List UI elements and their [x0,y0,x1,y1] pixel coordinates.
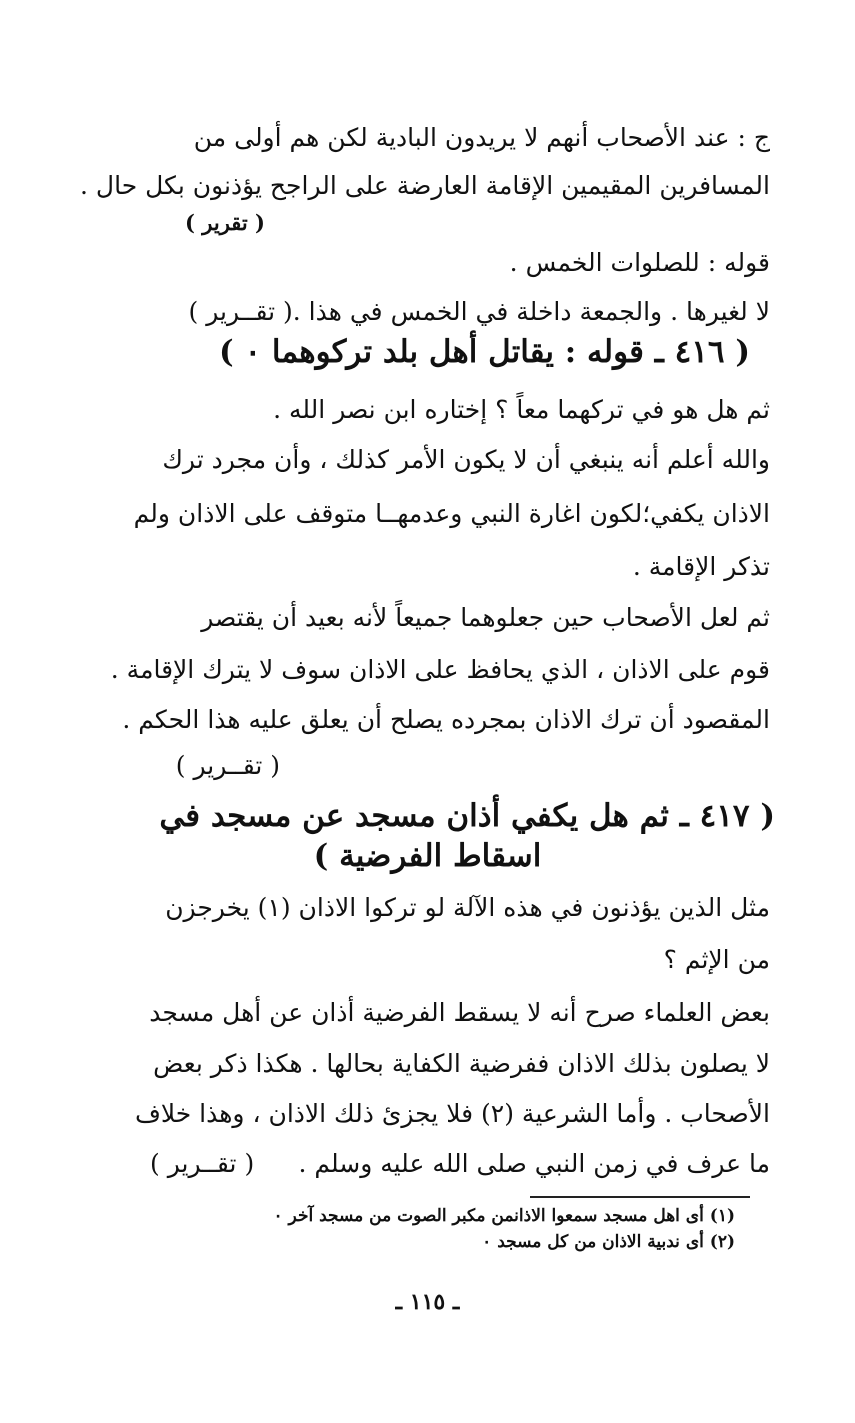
body-line-1: ج : عند الأصحاب أنهم لا يريدون البادية لكن هم أولى من [193,123,770,152]
body-line-19: بعض العلماء صرح أنه لا يسقط الفرضية أذان عن أهل مسجد [149,998,770,1027]
body-line-11: ثم لعل الأصحاب حين جعلوهما جميعاً لأنه بعيد أن يقتصر [201,603,770,632]
body-line-4: قوله : للصلوات الخمس . [509,248,770,277]
body-line-10: تذكر الإقامة . [632,552,770,581]
body-line-12: قوم على الاذان ، الذي يحافظ على الاذان سوف لا يترك الإقامة . [110,655,770,684]
heading-417-line-2: اسقاط الفرضية ) [313,838,542,874]
body-line-8: والله أعلم أنه ينبغي أن لا يكون الأمر كذلك ، وأن مجرد ترك [162,445,770,474]
body-line-13: المقصود أن ترك الاذان بمجرده يصلح أن يعلق عليه هذا الحكم . [122,705,770,734]
page-number: ـ ١١٥ ـ [395,1289,460,1315]
body-line-2: المسافرين المقيمين الإقامة العارضة على الراجح يؤذنون بكل حال . [80,171,770,200]
body-line-18: من الإثم ؟ [663,945,770,974]
taqrir-note: ( تقــرير ) [175,751,280,780]
footnote-divider [530,1196,750,1198]
body-line-21: الأصحاب . وأما الشرعية (٢) فلا يجزئ ذلك الاذان ، وهذا خلاف [134,1099,770,1128]
footnote-1: (١) أى اهل مسجد سمعوا الاذانمن مكبر الصوت من مسجد آخر ٠ [273,1206,735,1226]
heading-417-line-1: ( ٤١٧ ـ ثم هل يكفي أذان مسجد عن مسجد في [159,798,775,834]
heading-416: ( ٤١٦ ـ قوله : يقاتل أهل بلد تركوهما ٠ ) [219,334,750,370]
body-line-17: مثل الذين يؤذنون في هذه الآلة لو تركوا الاذان (١) يخرجزن [165,893,770,922]
taqrir-note: ( تقرير ) [185,210,265,235]
body-line-7: ثم هل هو في تركهما معاً ؟ إختاره ابن نصر الله . [273,395,770,424]
body-line-20: لا يصلون بذلك الاذان ففرضية الكفاية بحالها . هكذا ذكر بعض [153,1049,770,1078]
taqrir-note: ( تقــرير ) [150,1149,255,1178]
body-line-5: لا لغيرها . والجمعة داخلة في الخمس في هذا .( تقــرير ) [188,297,770,326]
body-line-22: ما عرف في زمن النبي صلى الله عليه وسلم . [298,1149,770,1178]
footnote-2: (٢) أى ندبية الاذان من كل مسجد ٠ [482,1232,735,1252]
body-line-9: الاذان يكفي؛لكون اغارة النبي وعدمهــا متوقف على الاذان ولم [133,499,770,528]
